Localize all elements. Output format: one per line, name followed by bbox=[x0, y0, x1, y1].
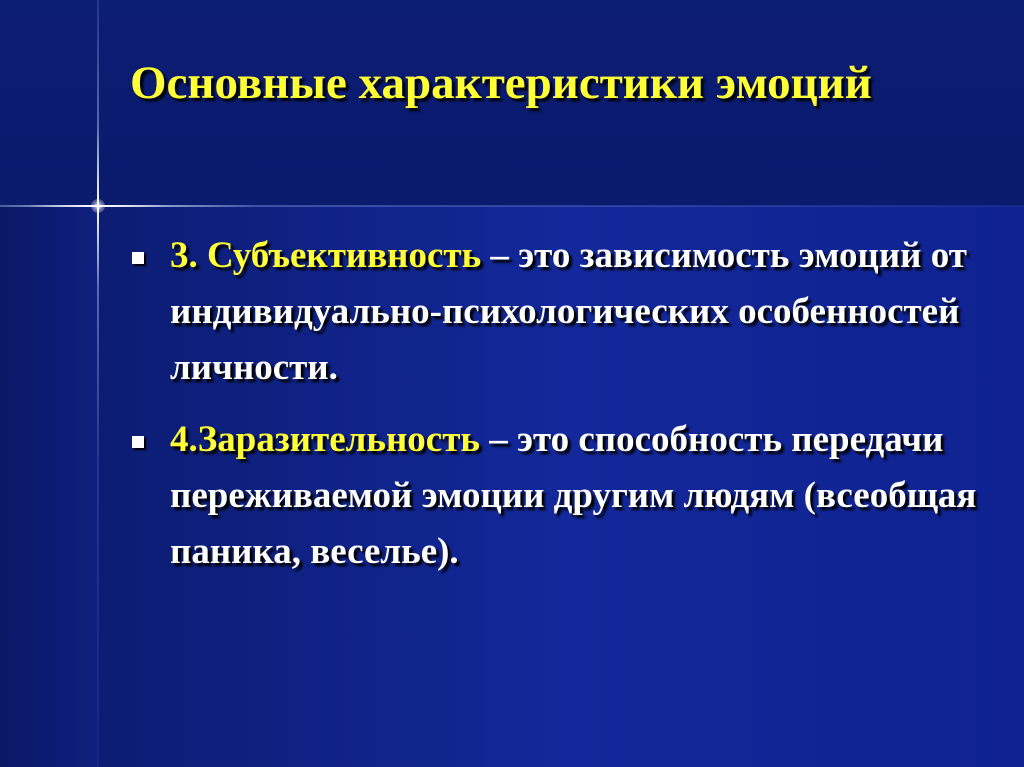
square-bullet-icon bbox=[132, 436, 144, 448]
vertical-divider-line bbox=[97, 0, 99, 767]
slide-title: Основные характеристики эмоций bbox=[130, 57, 872, 109]
left-strip bbox=[0, 206, 98, 767]
bullet-text: – это способность передачи переживаемой эмоции другим людям (всеобщая паника, веселье). bbox=[170, 419, 977, 572]
bullet-list bbox=[128, 228, 988, 596]
bullet-term: 3. Субъективность bbox=[170, 235, 482, 276]
bullet-item-contagiousness bbox=[128, 412, 988, 580]
square-bullet-icon bbox=[132, 252, 144, 264]
bullet-text: – это зависимость эмоций от индивидуально-психологических особенностей личности. bbox=[170, 235, 967, 388]
bullet-term: 4.Заразительность bbox=[170, 419, 480, 460]
bullet-item-subjectivity bbox=[128, 228, 988, 396]
